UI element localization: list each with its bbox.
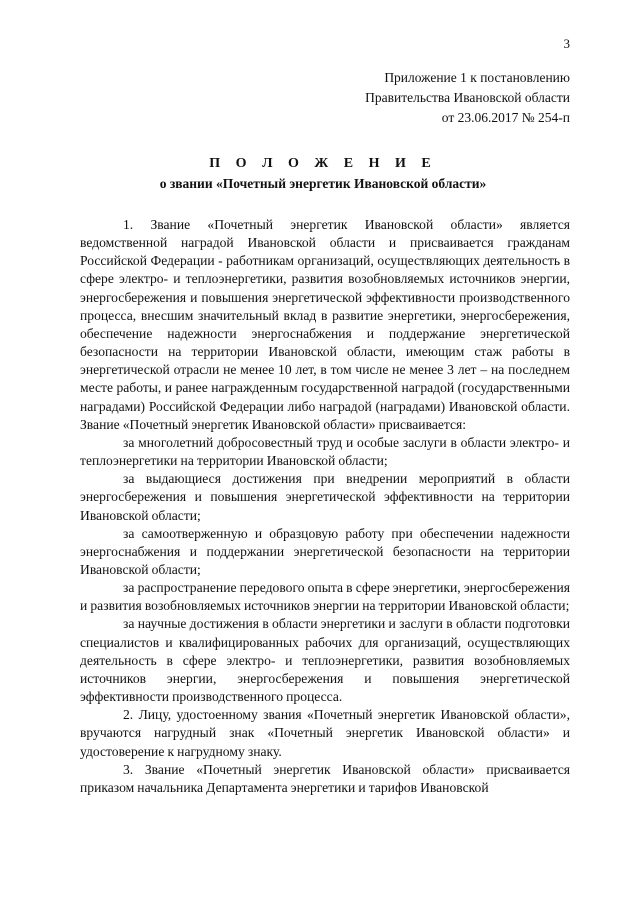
appendix-line: Правительства Ивановской области — [365, 90, 570, 105]
appendix-line: Приложение 1 к постановлению — [384, 70, 570, 85]
appendix-line: от 23.06.2017 № 254-п — [441, 110, 570, 125]
document-body — [80, 216, 570, 797]
document-subtitle: о звании «Почетный энергетик Ивановской области» — [159, 176, 487, 191]
paragraph-6: за научные достижения в области энергетики и заслуги в области подготовки специалистов и квалифицированных рабочих для организаций, осуществляющих деятельность в сфере электро- и теплоэнергетики, развития возобновляемых источников энергии, энергосбережения и повышения энергетической эффективности производственного процесса. — [80, 616, 570, 705]
page-number: 3 — [563, 36, 570, 51]
appendix-reference — [290, 68, 570, 128]
paragraph-3: за выдающиеся достижения при внедрении мероприятий в области энергосбережения и повышения энергетической эффективности на территории Ивановской области; — [80, 471, 570, 523]
paragraph-8: 3. Звание «Почетный энергетик Ивановской области» присваивается приказом начальника Департамента энергетики и тарифов Ивановской — [80, 761, 570, 795]
paragraph-5: за распространение передового опыта в сфере энергетики, энергосбережения и развития возобновляемых источников энергии на территории Ивановской области; — [80, 580, 570, 614]
paragraph-7: 2. Лицу, удостоенному звания «Почетный энергетик Ивановской области», вручаются нагрудный знак «Почетный энергетик Ивановской области» и удостоверение к нагрудному знаку. — [80, 707, 570, 759]
document-title: П О Л О Ж Е Н И Е — [209, 156, 437, 171]
paragraph-2: за многолетний добросовестный труд и особые заслуги в области электро- и теплоэнергетики на территории Ивановской области; — [80, 434, 570, 469]
paragraph-4: за самоотверженную и образцовую работу при обеспечении надежности энергоснабжения и поддержании энергетической безопасности на территории Ивановской области; — [80, 525, 570, 577]
paragraph-1: 1. Звание «Почетный энергетик Ивановской области» является ведомственной наградой Ивановской области и присваивается гражданам Российской Федерации - работникам организаций, осуществляющих деятельность в сфере электро- и теплоэнергетики, развития возобновляемых источников энергии, энергосбережения и повышения энергетической эффективности производственного процесса, внесшим значительный вклад в развитие энергетики, энергосбережения, обеспечение надежности энергоснабжения и поддержание энергетической безопасности на территории Ивановской области, имеющим стаж работы в энергетической отрасли не менее 10 лет, в том числе не менее 3 лет – на последнем месте работы, и ранее награжденным государственной наградой (государственными наградами) Российской Федерации либо наградой (наградами) Ивановской области. Звание «Почетный энергетик Ивановской области» присваивается: — [80, 217, 570, 432]
